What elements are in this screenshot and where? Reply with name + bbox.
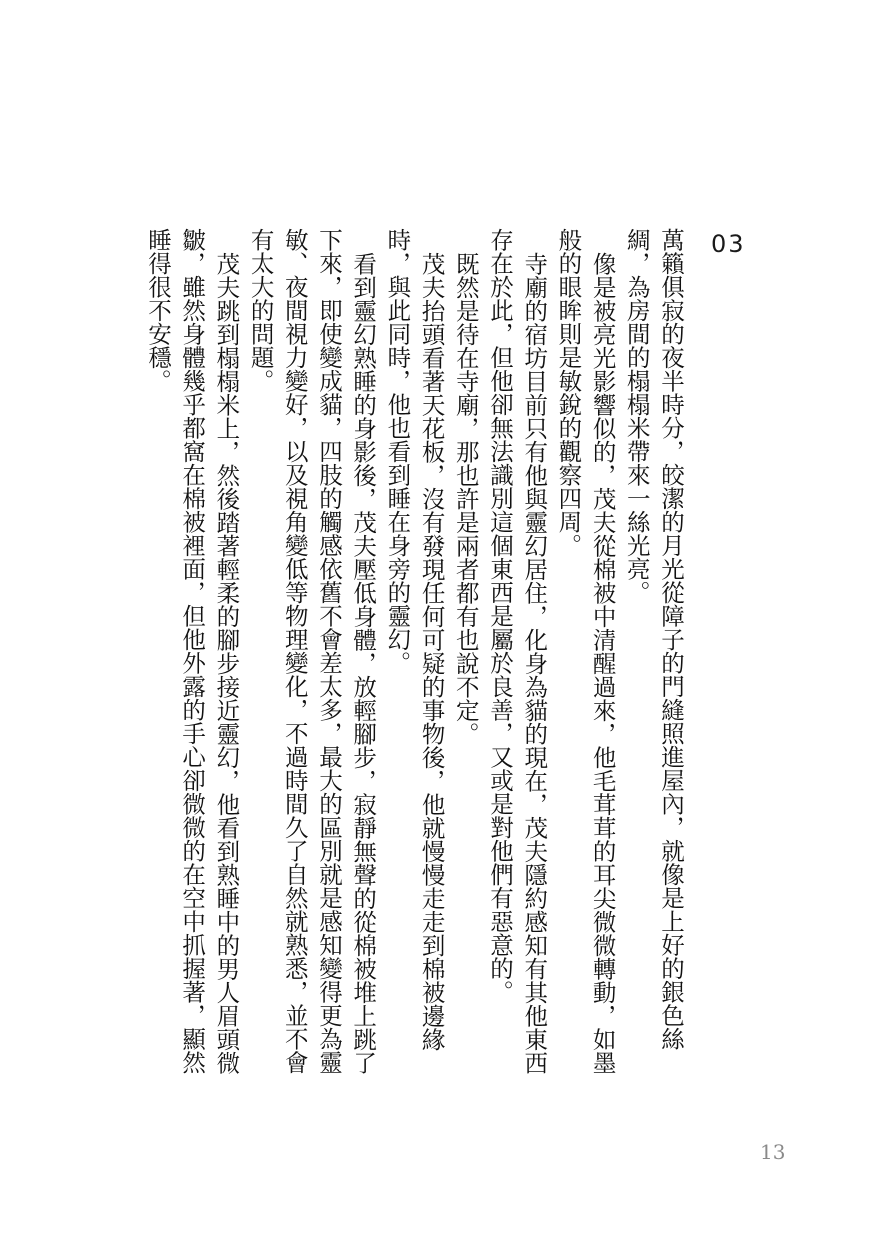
paragraph-7: 茂夫跳到榻榻米上，然後踏著輕柔的腳步接近靈幻，他看到熟睡中的男人眉頭微皺，雖然身體幾乎都窩在棉被裡面，但他外露的手心卻微微的在空中抓握著，顯然睡得很不安穩。 <box>143 228 241 1074</box>
chapter-number: 03 <box>711 230 746 258</box>
paragraph-1: 萬籟俱寂的夜半時分，皎潔的月光從障子的門縫照進屋內，就像是上好的銀色絲綢，為房間的榻榻米帶來一絲光亮。 <box>622 228 685 1051</box>
paragraph-6: 看到靈幻熟睡的身影後，茂夫壓低身體，放輕腳步，寂靜無聲的從棉被堆上跳了下來，即使變成貓，四肢的觸感依舊不會差太多，最大的區別就是感知變得更為靈敏、夜間視力變好，以及視角變低等物理變化，不過時間久了自然就熟悉，並不會有太大的問題。 <box>246 228 378 1074</box>
paragraph-3: 寺廟的宿坊目前只有他與靈幻居住，化身為貓的現在，茂夫隱約感知有其他東西存在於此，但他卻無法識別這個東西是屬於良善，又或是對他們有惡意的。 <box>485 228 549 1074</box>
paragraph-2: 像是被亮光影響似的，茂夫從棉被中清醒過來，他毛茸茸的耳尖微微轉動，如墨般的眼眸則是敏銳的觀察四周。 <box>554 228 617 1074</box>
chapter-body-text <box>141 228 688 1088</box>
paragraph-4: 既然是待在寺廟，那也許是兩者都有也說不定。 <box>451 251 480 745</box>
page-number: 13 <box>760 1140 786 1164</box>
paragraph-5: 茂夫抬頭看著天花板，沒有發現任何可疑的事物後，他就慢慢走走到棉被邊緣時，與此同時，他也看到睡在身旁的靈幻。 <box>383 228 446 1051</box>
